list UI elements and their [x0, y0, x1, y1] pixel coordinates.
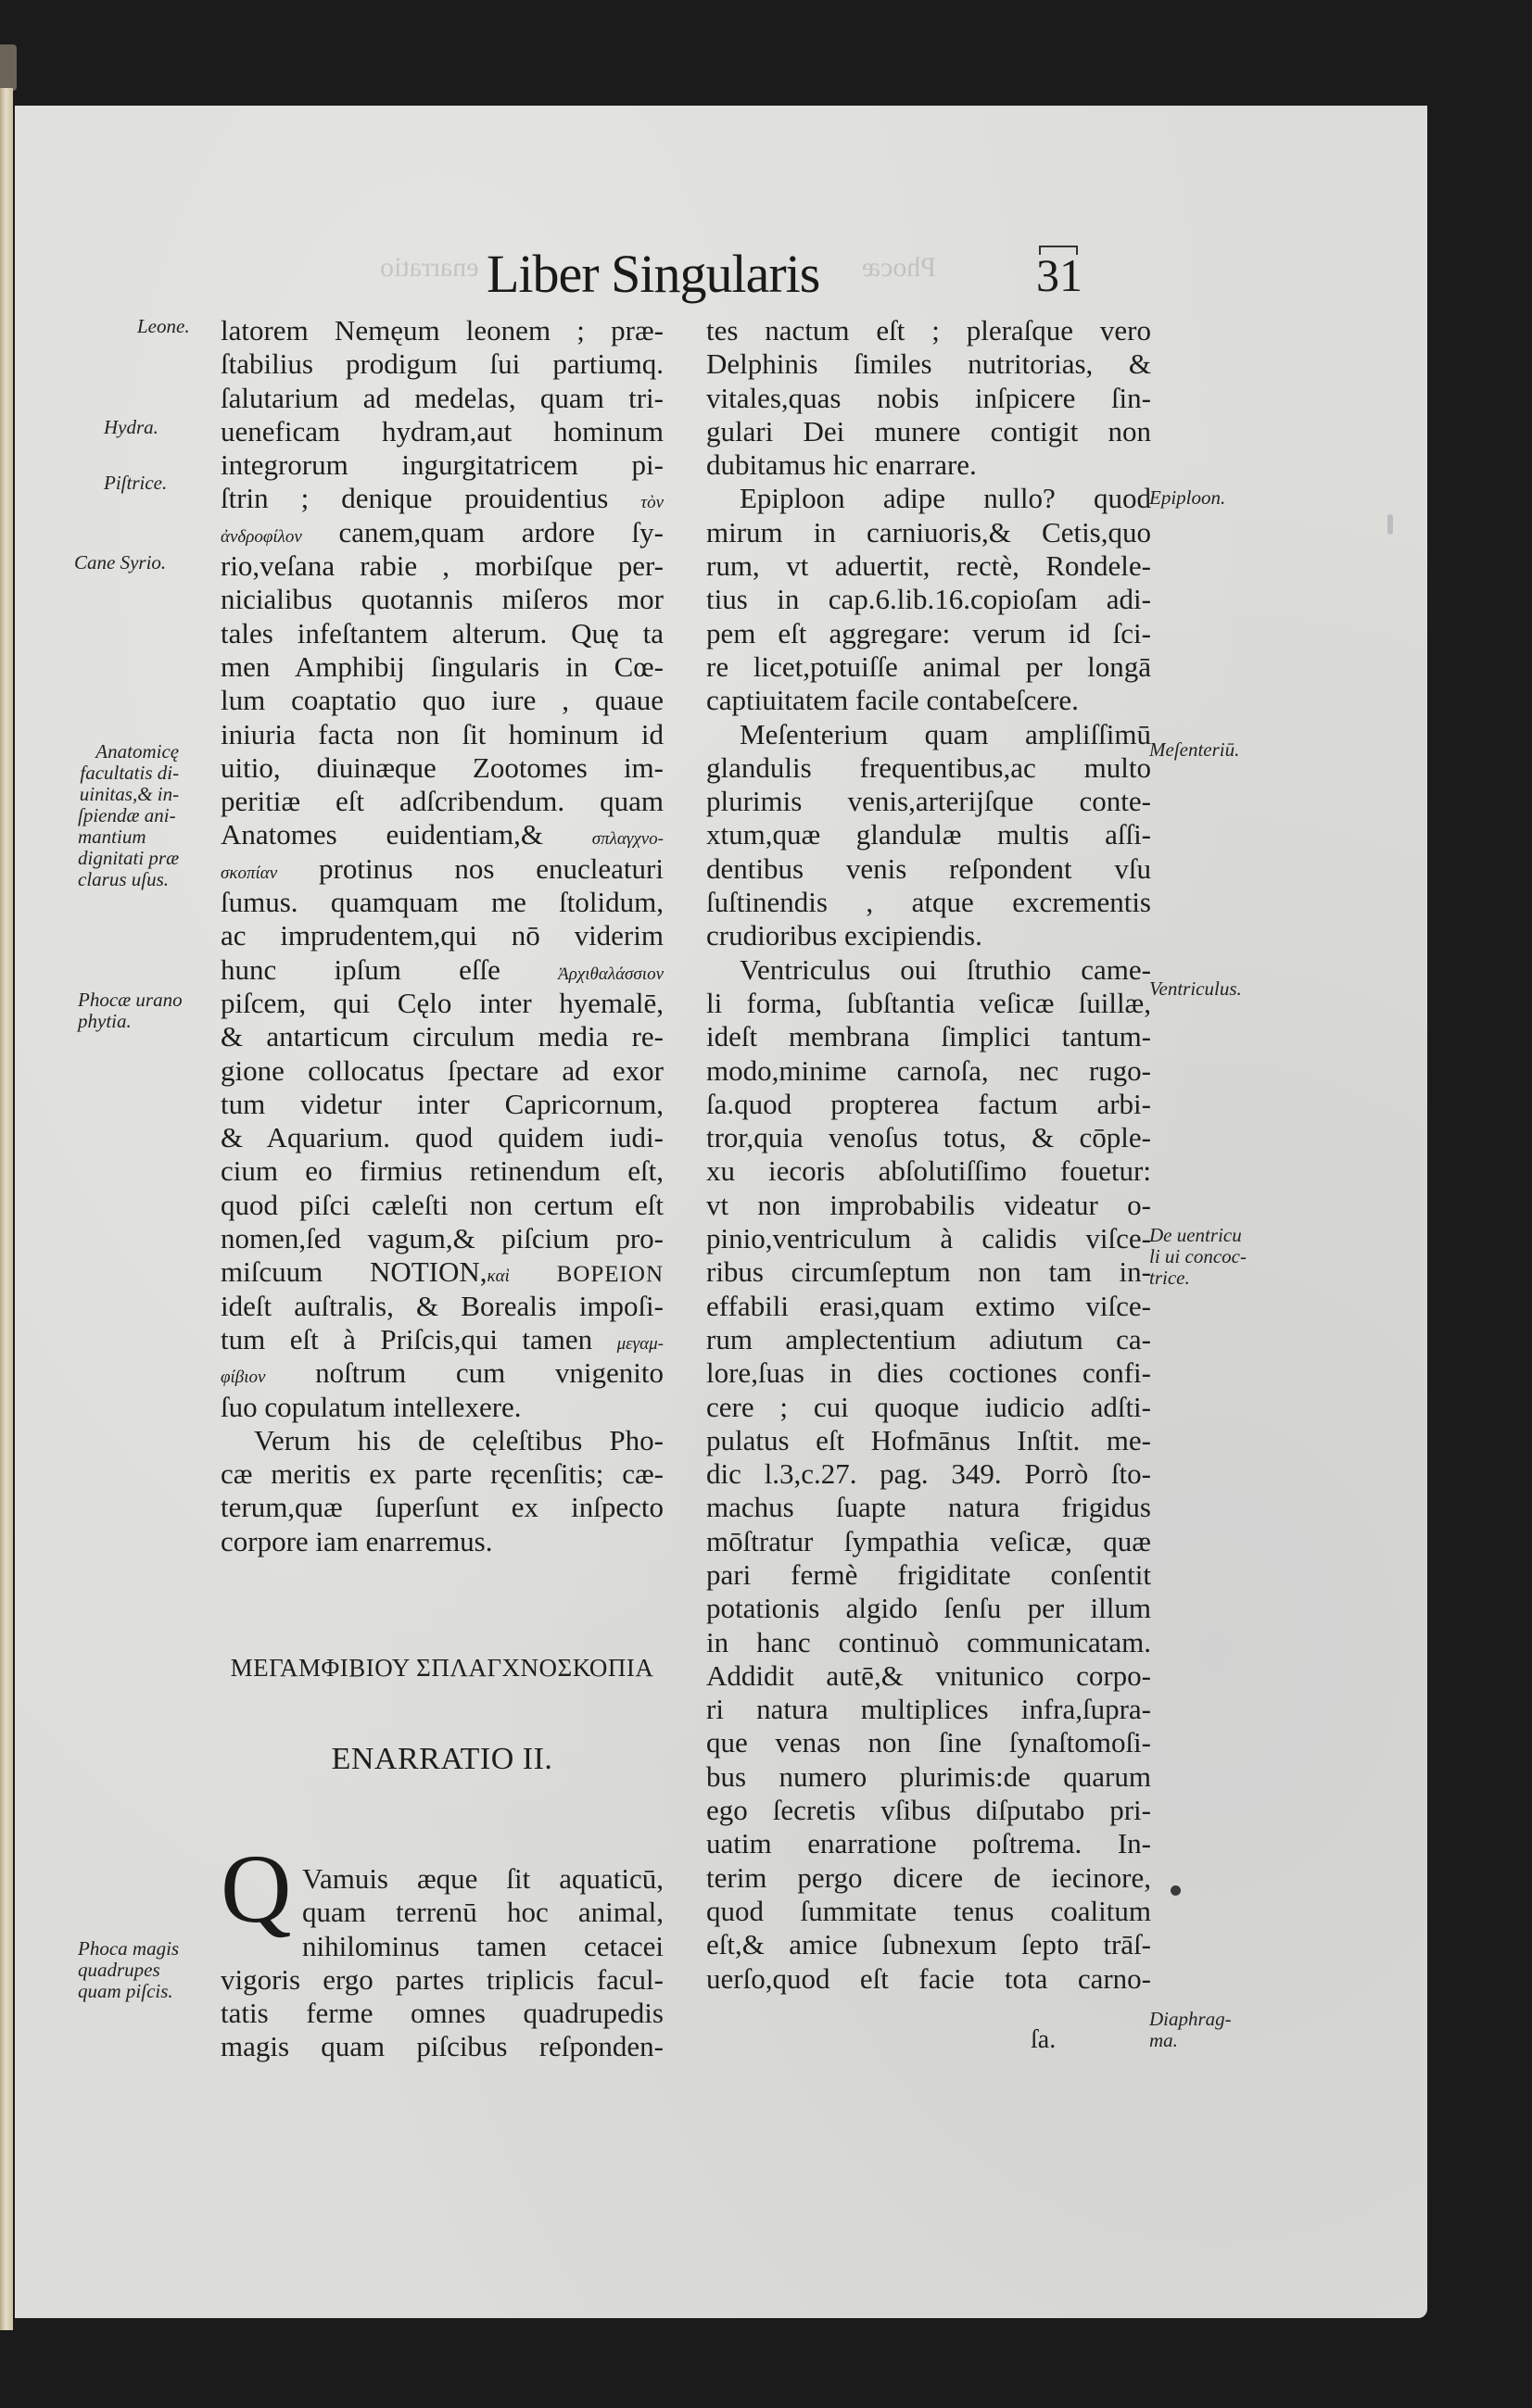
note-line: quam piſcis.	[78, 1980, 173, 2002]
text-line: eſt,& amice ſubnexum ſepto trāſ-	[706, 1928, 1151, 1961]
note-line: ſpiendæ ani-	[78, 804, 176, 826]
text-line: plurimis venis,arterijſque conte-	[706, 785, 1151, 818]
running-title: Liber Singularis	[487, 244, 820, 304]
text-line: gione collocatus ſpectare ad exor	[221, 1053, 664, 1087]
text-line: in hanc continuò communicatam.	[706, 1625, 1151, 1658]
text-line: dubitamus hic enarrare.	[706, 448, 977, 482]
text-line: magis quam piſcibus reſponden-	[221, 2030, 664, 2063]
text-line: tius in cap.6.lib.16.copioſam adi-	[706, 583, 1151, 616]
text-line: ideſt membrana ſimplici tantum-	[706, 1020, 1151, 1053]
text-line: mirum in carniuoris,& Cetis,quo	[706, 515, 1151, 548]
greek-word: Ἀρχιθαλάσσιον	[558, 964, 664, 984]
text-line: tes nactum eſt ; pleraſque vero	[706, 314, 1151, 347]
text-line	[221, 1255, 664, 1289]
note-line: facultatis di-	[80, 762, 180, 784]
book-spine-edge	[0, 88, 13, 2330]
note-line: Anatomicę	[95, 740, 180, 763]
greek-word: καὶ	[487, 1267, 510, 1287]
note-line: uinitas,& in-	[79, 783, 180, 805]
note-line: Diaphrag-	[1149, 2008, 1232, 2030]
text-line: captiuitatem facile contabeſcere.	[706, 684, 1079, 717]
text-line	[221, 1323, 664, 1356]
text-line	[221, 852, 664, 886]
margin-note-diaphragma	[1149, 2009, 1232, 2051]
text-line: rio,veſana rabie , morbiſque per-	[221, 549, 664, 583]
text-line: mōſtratur ſympathia veſicæ, quæ	[706, 1524, 1151, 1557]
text-line	[221, 1356, 664, 1390]
text-line	[221, 818, 664, 851]
text-line: machus ſuapte natura frigidus	[706, 1491, 1151, 1524]
text-line: nihilominus tamen cetacei	[302, 1929, 664, 1962]
text-line: pinio,ventriculum à calidis viſce-	[706, 1222, 1151, 1255]
note-line: clarus uſus.	[78, 868, 170, 890]
text-line: ego ſecretis vſibus diſputabo pri-	[706, 1794, 1151, 1827]
text-line	[221, 953, 664, 987]
text-line: gulari Dei munere contigit non	[706, 414, 1151, 448]
greek-word: ΒΟΡΕΙΟΝ	[556, 1262, 664, 1288]
text-line: dentibus venis reſpondent vſu	[706, 851, 1151, 885]
text-line: ribus circumſeptum non tam in-	[706, 1255, 1151, 1289]
paper-speck	[1387, 514, 1393, 535]
note-line: mantium	[78, 826, 146, 848]
greek-word: σπλαγχνο-	[591, 829, 664, 850]
text-line: xu iecoris abſolutiſſimo fouetur:	[706, 1154, 1151, 1188]
text-run: Anatomes euidentiam,&	[221, 818, 592, 851]
text-line: pari fermè frigiditate conſentit	[706, 1557, 1151, 1591]
text-line: uitio, diuinæque Zootomes im-	[221, 750, 664, 784]
right-column	[706, 314, 1151, 1996]
text-line: lore,ſuas in dies coctiones confi-	[706, 1356, 1151, 1390]
note-line: Phocæ urano	[78, 989, 183, 1011]
greek-word: ἀνδροφίλον	[221, 526, 302, 547]
text-line: lum coaptatio quo iure , quaue	[221, 684, 664, 717]
text-line: piſcem, qui Cęlo inter hyemalē,	[221, 986, 664, 1019]
paper-speck	[1171, 1885, 1181, 1896]
text-line: que venas non ſine ſynaſtomoſi-	[706, 1726, 1151, 1759]
text-line: ſa.quod propterea factum arbi-	[706, 1087, 1151, 1120]
text-line: ueneficam hydram,aut hominum	[221, 414, 664, 448]
note-line: Phoca magis	[78, 1937, 180, 1960]
greek-word: μεγαμ-	[616, 1333, 664, 1354]
text-line: quod piſci cæleſti non certum eſt	[221, 1188, 664, 1221]
text-line: cium eo firmius retinendum eſt,	[221, 1154, 664, 1188]
note-line: trice.	[1149, 1267, 1190, 1289]
text-line: corpore iam enarremus.	[221, 1524, 493, 1557]
text-line: vitales,quas nobis inſpicere ſin-	[706, 381, 1151, 414]
text-line: tatis ferme omnes quadrupedis	[221, 1997, 664, 2030]
text-line: crudioribus excipiendis.	[706, 919, 982, 952]
margin-note-ventriculus: Ventriculus.	[1149, 977, 1242, 1000]
text-line: glandulis frequentibus,ac multo	[706, 750, 1151, 784]
text-run: noſtrum cum vnigenito	[265, 1356, 664, 1390]
text-line: dic l.3,c.27. pag. 349. Porrò ſto-	[706, 1457, 1151, 1491]
text-line	[221, 482, 664, 515]
text-line: latorem Nemęum leonem ; præ-	[221, 314, 664, 347]
text-line: terum,quæ ſuperſunt ex inſpecto	[221, 1491, 664, 1524]
text-line: iniuria facta non ſit hominum id	[221, 717, 664, 750]
text-run: hunc ipſum eſſe	[221, 952, 559, 986]
text-line: modo,minime carnoſa, nec rugo-	[706, 1053, 1151, 1087]
margin-note-leone: Leone.	[137, 315, 190, 337]
note-line: ma.	[1149, 2029, 1178, 2051]
text-line: ri natura multiplices infra,ſupra-	[706, 1693, 1151, 1726]
text-line: re licet,potuiſſe animal per longā	[706, 649, 1151, 683]
text-line: potationis algido ſenſu per illum	[706, 1592, 1151, 1625]
text-line: Vamuis æque ſit aquaticū,	[302, 1862, 664, 1895]
text-line: tum videtur inter Capricornum,	[221, 1087, 664, 1120]
text-line: pem eſt aggregare: verum id ſci-	[706, 616, 1151, 649]
text-line: cæ meritis ex parte ręcenſitis; cæ-	[221, 1457, 664, 1491]
margin-note-phoca-magis	[78, 1938, 179, 2002]
drop-cap: Q	[221, 1834, 292, 1943]
margin-note-pistrice: Piſtrice.	[104, 472, 168, 494]
margin-note-epiploon: Epiploon.	[1149, 486, 1226, 509]
text-line: rum amplectentium adiutum ca-	[706, 1322, 1151, 1355]
greek-word: σκοπίαν	[221, 863, 278, 883]
margin-note-cane-syrio: Cane Syrio.	[74, 551, 167, 574]
text-line: tales infeſtantem alterum. Quę ta	[221, 616, 664, 649]
text-run: protinus nos enucleaturi	[277, 851, 664, 885]
text-line: ſtabilius prodigum ſui partiumq.	[221, 347, 664, 381]
text-line: men Amphibij ſingularis in Cœ-	[221, 649, 664, 683]
text-line: li forma, ſubſtantia veſicæ ſuillæ,	[706, 986, 1151, 1019]
text-line: ſalutarium ad medelas, quam tri-	[221, 381, 664, 414]
text-line: Epiploon adipe nullo? quod	[740, 482, 1151, 515]
margin-note-mesenterium: Meſenteriū.	[1149, 738, 1240, 761]
greek-word: φίβιον	[221, 1368, 266, 1388]
text-line: ſumus. quamquam me ſtolidum,	[221, 886, 664, 919]
text-line: Addidit autē,& vnitunico corpo-	[706, 1658, 1151, 1692]
text-line: xtum,quæ glandulæ multis aſſi-	[706, 818, 1151, 851]
bleed-through-text: Phocæ	[862, 252, 937, 283]
text-run: miſcuum NOTION,	[221, 1255, 487, 1289]
margin-note-de-ventriculi	[1149, 1225, 1247, 1289]
text-line: Meſenterium quam ampliſſimū	[740, 717, 1151, 750]
text-line: peritiæ eſt adſcribendum. quam	[221, 785, 664, 818]
text-line: quod ſummitate tenus coalitum	[706, 1894, 1151, 1927]
text-line: bus numero plurimis:de quarum	[706, 1759, 1151, 1793]
note-line: phytia.	[78, 1010, 132, 1032]
text-run: tum eſt à Priſcis,qui tamen	[221, 1322, 617, 1355]
section-greek-heading: ΜΕΓΑΜΦΙΒΙΟΥ ΣΠΛΑΓΧΝΟΣΚΟΠΙΑ	[230, 1654, 654, 1682]
text-line: ideſt auſtralis, & Borealis impoſi-	[221, 1289, 664, 1322]
text-line: quam terrenū hoc animal,	[302, 1896, 664, 1929]
text-line: nicialibus quotannis miſeros mor	[221, 583, 664, 616]
text-line: vigoris ergo partes triplicis facul-	[221, 1962, 664, 1996]
text-line: nomen,ſed vagum,& piſcium pro-	[221, 1222, 664, 1255]
text-line: tror,quia venoſus totus, & cōple-	[706, 1121, 1151, 1154]
text-line: uatim enarratione poſtrema. In-	[706, 1827, 1151, 1860]
book-spine-clip	[0, 44, 17, 91]
text-line: integrorum ingurgitatricem pi-	[221, 448, 664, 482]
page-number: 31	[1036, 249, 1083, 301]
text-line: pulatus eſt Hofmānus Inſtit. me-	[706, 1423, 1151, 1456]
text-line: rum, vt aduertit, rectè, Rondele-	[706, 549, 1151, 583]
text-line: Ventriculus oui ſtruthio came-	[740, 952, 1151, 986]
text-line: cere ; cui quoque iudicio adſti-	[706, 1390, 1151, 1423]
note-line: quadrupes	[78, 1959, 160, 1981]
margin-note-phoca-urano	[78, 990, 183, 1032]
text-line: ſuſtinendis , atque excrementis	[706, 886, 1151, 919]
section-heading: ENARRATIO II.	[331, 1742, 553, 1776]
text-line: Delphinis ſimiles nutritorias, &	[706, 347, 1151, 381]
margin-note-anatomice	[78, 741, 179, 890]
text-run: ſtrin ; denique prouidentius	[221, 482, 641, 515]
note-line: De uentricu	[1149, 1224, 1242, 1246]
text-line: ac imprudentem,qui nō viderim	[221, 919, 664, 952]
text-line: & antarticum circulum media re-	[221, 1020, 664, 1053]
margin-note-hydra: Hydra.	[104, 416, 158, 438]
bleed-through-text: enarratio	[380, 252, 479, 283]
text-line	[221, 516, 664, 549]
text-line: vt non improbabilis videatur o-	[706, 1188, 1151, 1221]
text-line: & Aquarium. quod quidem iudi-	[221, 1121, 664, 1154]
text-line: Verum his de cęleſtibus Pho-	[254, 1423, 664, 1456]
note-line: li ui concoc-	[1149, 1245, 1247, 1267]
text-line: ſuo copulatum intellexere.	[221, 1390, 522, 1423]
note-line: dignitati præ	[78, 847, 180, 869]
greek-word: τὸν	[640, 493, 664, 513]
text-line: uerſo,quod eſt facie tota carno-	[706, 1961, 1151, 1995]
text-run: canem,quam ardore ſy-	[301, 515, 664, 548]
left-column	[221, 314, 664, 1558]
catchword: ſa.	[1031, 2025, 1057, 2054]
text-line: effabili erasi,quam extimo viſce-	[706, 1289, 1151, 1322]
section-opening-text	[221, 1862, 664, 2064]
text-line: terim pergo dicere de iecinore,	[706, 1860, 1151, 1894]
